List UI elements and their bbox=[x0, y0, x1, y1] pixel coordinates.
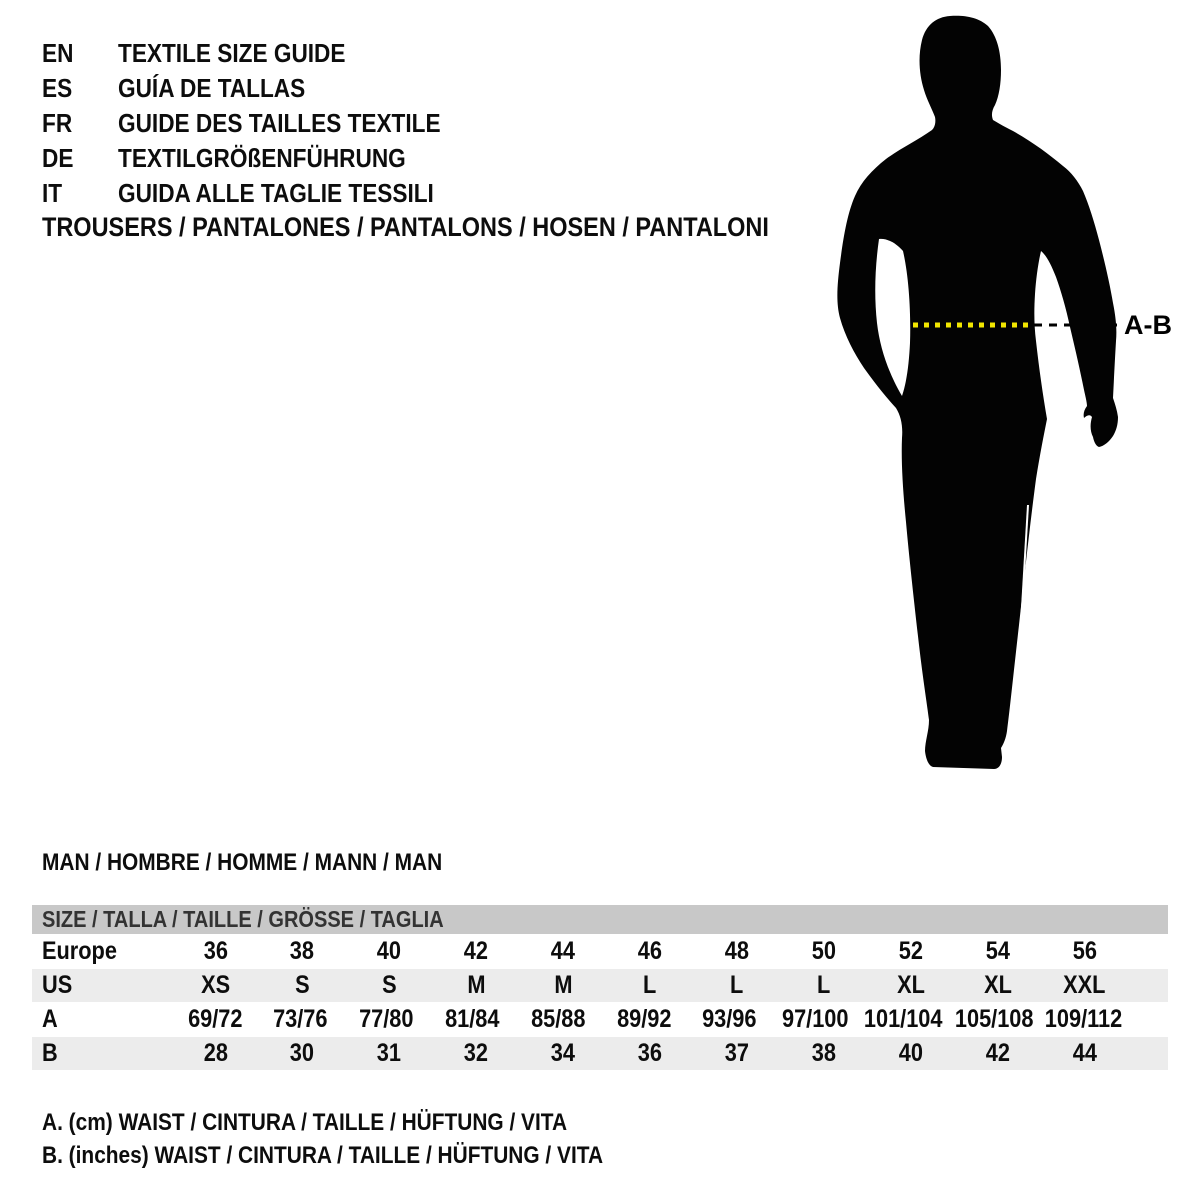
language-label: TEXTILE SIZE GUIDE bbox=[118, 38, 346, 68]
size-cell: 89/92 bbox=[616, 1005, 672, 1033]
size-cell: S bbox=[382, 971, 397, 999]
size-cell: 77/80 bbox=[359, 1005, 414, 1033]
size-cell: L bbox=[817, 971, 831, 999]
size-cell: 56 bbox=[1072, 937, 1097, 965]
size-cell: 31 bbox=[377, 1039, 402, 1067]
size-cell: M bbox=[554, 971, 573, 999]
size-cell: 36 bbox=[637, 1039, 663, 1067]
language-code: EN bbox=[42, 38, 74, 68]
language-code: ES bbox=[42, 73, 73, 103]
footnotes bbox=[42, 1106, 687, 1172]
language-list bbox=[42, 36, 489, 211]
size-cell: M bbox=[467, 971, 486, 999]
size-cell: XS bbox=[200, 971, 230, 999]
size-cell: XL bbox=[983, 971, 1012, 999]
size-row-a-cm bbox=[32, 1003, 1168, 1036]
size-cell: 40 bbox=[377, 937, 402, 965]
row-label: US bbox=[42, 971, 73, 999]
size-cell: L bbox=[643, 971, 657, 999]
language-label: GUIDE DES TAILLES TEXTILE bbox=[118, 108, 441, 138]
size-cell: 46 bbox=[637, 937, 663, 965]
size-cell: 101/104 bbox=[864, 1005, 943, 1033]
size-cell: 97/100 bbox=[782, 1005, 849, 1033]
row-label: B bbox=[42, 1039, 58, 1067]
size-cell: XXL bbox=[1063, 971, 1106, 999]
language-row bbox=[42, 106, 489, 141]
size-cell: 28 bbox=[203, 1039, 228, 1067]
language-code: FR bbox=[42, 108, 73, 138]
man-silhouette bbox=[837, 16, 1118, 769]
size-cell: 34 bbox=[550, 1039, 576, 1067]
size-cell: 85/88 bbox=[530, 1005, 586, 1033]
language-label: TEXTILGRÖßENFÜHRUNG bbox=[118, 143, 406, 173]
size-row-us bbox=[32, 969, 1168, 1002]
size-table bbox=[32, 935, 1168, 1071]
size-cell: 69/72 bbox=[187, 1005, 243, 1033]
size-cell: 93/96 bbox=[702, 1005, 757, 1033]
silhouette-figure bbox=[800, 0, 1200, 800]
footnote-a-cm: A. (cm) WAIST / CINTURA / TAILLE / HÜFTUNG / VITA bbox=[42, 1109, 568, 1136]
size-cell: 50 bbox=[811, 937, 836, 965]
size-table-header: SIZE / TALLA / TAILLE / GRÖSSE / TAGLIA bbox=[32, 905, 1168, 934]
size-cell: 36 bbox=[203, 937, 228, 965]
size-cell: 105/108 bbox=[954, 1005, 1034, 1033]
size-cell: 48 bbox=[724, 937, 750, 965]
language-row bbox=[42, 141, 489, 176]
language-label: GUIDA ALLE TAGLIE TESSILI bbox=[118, 178, 434, 208]
size-cell: 44 bbox=[1072, 1039, 1097, 1067]
size-cell: 32 bbox=[464, 1039, 489, 1067]
product-category-title: TROUSERS / PANTALONES / PANTALONS / HOSEN / PANTALONI bbox=[42, 212, 769, 242]
size-cell: 73/76 bbox=[273, 1005, 328, 1033]
size-row-europe bbox=[32, 935, 1168, 968]
size-cell: 30 bbox=[290, 1039, 315, 1067]
language-row bbox=[42, 71, 489, 106]
size-cell: XL bbox=[896, 971, 925, 999]
language-code: DE bbox=[42, 143, 74, 173]
size-cell: L bbox=[730, 971, 744, 999]
size-cell: 40 bbox=[898, 1039, 923, 1067]
size-cell: 42 bbox=[985, 1039, 1010, 1067]
size-cell: 37 bbox=[724, 1039, 750, 1067]
measure-label: A-B bbox=[1124, 310, 1172, 340]
size-cell: 38 bbox=[290, 937, 315, 965]
size-cell: 54 bbox=[985, 937, 1010, 965]
row-label: A bbox=[42, 1005, 58, 1033]
language-code: IT bbox=[42, 178, 63, 208]
size-cell: 38 bbox=[811, 1039, 836, 1067]
section-title-man: MAN / HOMBRE / HOMME / MANN / MAN bbox=[42, 849, 443, 876]
size-cell: 42 bbox=[464, 937, 489, 965]
footnote-b-inches: B. (inches) WAIST / CINTURA / TAILLE / HÜFTUNG / VITA bbox=[42, 1142, 604, 1169]
size-cell: 44 bbox=[550, 937, 576, 965]
size-cell: 52 bbox=[898, 937, 923, 965]
size-row-b-inches bbox=[32, 1037, 1168, 1070]
size-cell: S bbox=[295, 971, 310, 999]
size-cell: 81/84 bbox=[445, 1005, 500, 1033]
language-row bbox=[42, 176, 489, 211]
row-label: Europe bbox=[42, 937, 117, 965]
size-cell: 109/112 bbox=[1044, 1005, 1123, 1033]
language-row bbox=[42, 36, 489, 71]
language-label: GUÍA DE TALLAS bbox=[118, 73, 306, 103]
